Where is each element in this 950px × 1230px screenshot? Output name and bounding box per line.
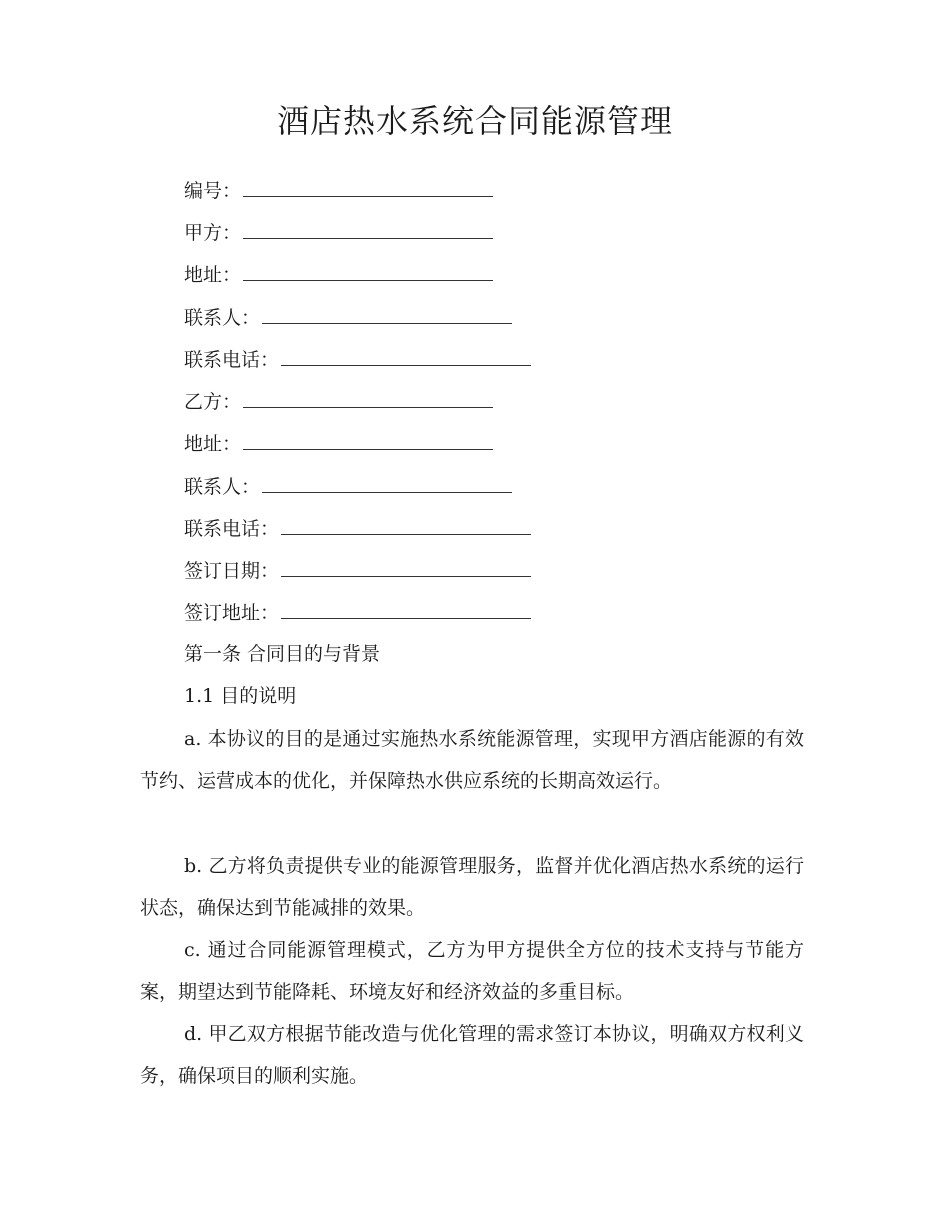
blank-line — [281, 514, 531, 535]
blank-line — [281, 556, 531, 577]
field-party-a-contact — [184, 303, 512, 331]
field-party-b — [184, 387, 493, 415]
field-label: 编号： — [184, 180, 242, 202]
blank-line — [243, 429, 493, 450]
blank-line — [243, 387, 493, 408]
field-party-b-phone — [184, 514, 531, 542]
field-party-a-address — [184, 260, 493, 288]
field-label: 签订日期： — [184, 560, 280, 582]
field-party-b-address — [184, 429, 493, 457]
article-title: 第一条 合同目的与背景 — [184, 643, 381, 665]
field-label: 联系电话： — [184, 518, 280, 540]
field-label: 乙方： — [184, 391, 242, 413]
blank-line — [262, 472, 512, 493]
blank-line — [281, 598, 531, 619]
field-number — [184, 176, 493, 204]
field-label: 联系电话： — [184, 349, 280, 371]
field-sign-date — [184, 556, 531, 584]
field-label: 甲方： — [184, 222, 242, 244]
field-party-a-phone — [184, 345, 531, 373]
field-party-a — [184, 218, 493, 246]
paragraph: d. 甲乙双方根据节能改造与优化管理的需求签订本协议，明确双方权利义务，确保项目的顺利实施。 — [140, 1023, 804, 1087]
field-label: 签订地址： — [184, 602, 280, 624]
field-party-b-contact — [184, 472, 512, 500]
field-label: 联系人： — [184, 307, 261, 329]
field-label: 地址： — [184, 433, 242, 455]
document-title: 酒店热水系统合同能源管理 — [276, 102, 673, 140]
field-sign-place — [184, 598, 531, 626]
field-label: 联系人： — [184, 476, 261, 498]
blank-line — [243, 218, 493, 239]
blank-line — [243, 260, 493, 281]
blank-line — [281, 345, 531, 366]
field-label: 地址： — [184, 264, 242, 286]
paragraph: a. 本协议的目的是通过实施热水系统能源管理，实现甲方酒店能源的有效节约、运营成本的优化，并保障热水供应系统的长期高效运行。 — [140, 728, 804, 792]
blank-line — [243, 176, 493, 197]
paragraph: b. 乙方将负责提供专业的能源管理服务，监督并优化酒店热水系统的运行状态，确保达到节能减排的效果。 — [140, 855, 804, 919]
section-title: 1.1 目的说明 — [184, 685, 297, 707]
paragraph: c. 通过合同能源管理模式，乙方为甲方提供全方位的技术支持与节能方案，期望达到节能降耗、环境友好和经济效益的多重目标。 — [140, 939, 804, 1003]
blank-line — [262, 303, 512, 324]
